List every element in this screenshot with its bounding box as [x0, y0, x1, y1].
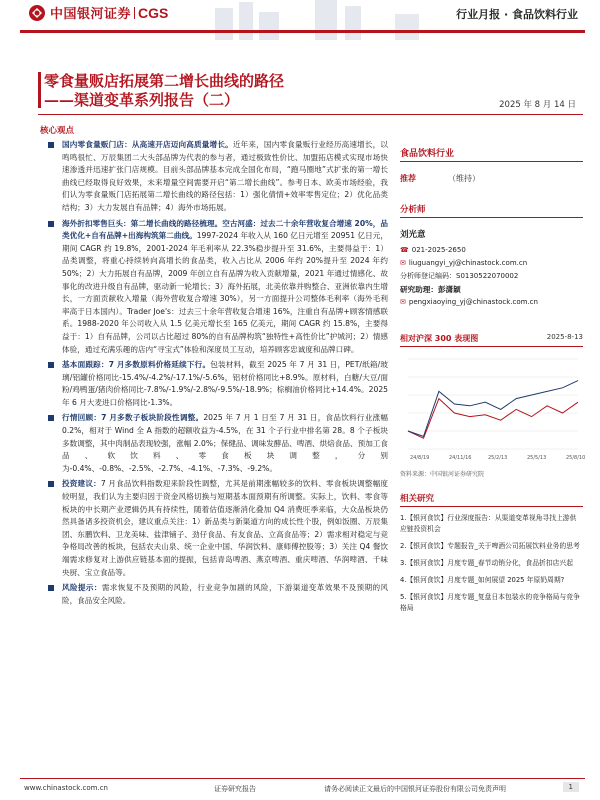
analyst-name: 刘光意 — [400, 230, 426, 240]
phone-number: 021-2025-2650 — [411, 246, 466, 254]
sidebar-rule — [400, 217, 583, 218]
related-item[interactable]: 2.【银河食饮】专题报告_关于啤酒公司拓展饮料业务的思考 — [400, 542, 580, 550]
page-header — [0, 0, 600, 40]
paragraph-body: 1997-2024 年收入从 160 亿日元增至 20951 亿日元，期间 CAGR 约 19.8%，2001-2024 年毛利率从 22.3%稳步提升至 31.6%，主要得益于：1）品类调整，将重心持续转向高增长的食品类，收入占比从 2006 年约 20%提升至 2024 年约 50%；2）大力拓展自有品牌，2009 年创立自有品牌为收入贡献增量，2021 年通过情感化、故事化的改进升级自有品牌，驱动新一轮增长；3）海外拓展，北美依靠并购整合、亚洲依靠内生增长，一方面贡献收入增量（海外营收复合增速 30%），另一方面提升公司整体毛利率（海外毛利率高于日本国内）。Trader Joe's：过去三十余年营收复合增速 16%，注重自有品牌+顾客情感联系。1988-2020 年公司收入从 1.5 亿美元增长至 165 亿美元，期间 CAGR 约 15.8%，主要得益于：1）自有品牌，公司以占比超过 80%的自有品牌构筑“独特性+高性价比”护城河；2）情感体验，通过充满乐趣的店内“寻宝式”体验和深度员工互动，培养顾客忠诚度和品牌口碑。 — [62, 231, 388, 354]
bullet-square-icon — [48, 481, 54, 487]
title-accent-bar — [38, 72, 41, 108]
chart-x-tick-label: 25/5/13 — [527, 455, 547, 461]
brand-mark-icon — [28, 4, 46, 22]
phone-line — [400, 244, 583, 257]
title-rule — [38, 114, 583, 115]
header-rule — [20, 30, 585, 33]
analyst-contact — [400, 244, 583, 309]
bullet-square-icon — [48, 415, 54, 421]
core-views-heading: 核心观点 — [40, 126, 75, 136]
paragraph-body: 包装材料，截至 2025 年 7 月 31 日，PET/纸箱/玻璃/铝罐价格同比-15.4%/-4.2%/-17.1%/-5.6%，铝材价格同比+8.9%。原材料，白糖/大豆/面粉/鸡鸭蛋/猪肉价格同比-7.8%/-1.9%/-2.8%/-9.5%/-18.9%；棕榈油价格同比+14.4%。2025 年 6 月大麦进口价格同比-1.3%。 — [62, 360, 388, 407]
paragraph-lead: 基本面跟踪：7 月多数原料价格延续下行。 — [62, 360, 211, 370]
chart-x-tick-label: 24/11/16 — [449, 455, 472, 461]
cert-line: 分析师登记编码：S0130522070002 — [400, 272, 519, 280]
bullet-square-icon — [48, 221, 54, 227]
related-item[interactable]: 5.【银河食饮】月度专题_复盘日本包装水的竞争格局与竞争格局 — [400, 593, 580, 612]
paragraph-overseas — [48, 218, 388, 357]
report-title — [44, 72, 284, 110]
paragraph-investment — [48, 478, 388, 579]
analyst-heading: 分析师 — [400, 205, 426, 215]
title-subtitle: ——渠道变革系列报告（二） — [44, 91, 240, 109]
chart-series-line — [408, 399, 578, 439]
brand-name-en: CGS — [138, 4, 169, 21]
chart-ticks — [410, 455, 585, 461]
chart-header — [400, 333, 583, 344]
paragraph-body: 7 月食品饮料指数迎来阶段性调整，尤其是前期涨幅较多的饮料、零食板块调整幅度较明显，我们认为主要归因于资金风格切换与短期基本面预期有所调整。实际上，饮料、零食等板块的中长期产业逻辑仍具有持续性，随着估值逐渐消化叠加 Q4 消费旺季来临，大众品板块仍然具备诸多投资机会，建议重点关注：1）新品类与新渠道方向的成长性个股，例如饭圈、万辰集团、东鹏饮料、卫龙美味、盐津铺子、劲仔食品、有友食品、立高食品等；2）需求相对稳定与竞争格局改善的板块，包括农夫山泉、统一企业中国、华润饮料、康师傅控股等；3）关注 Q4 餐饮端需求修复对上游供应链基本面的提振，包括青岛啤酒、燕京啤酒、重庆啤酒、华润啤酒、千味央厨、宝立食品等。 — [62, 479, 388, 577]
paragraph-body: 需求恢复不及预期的风险，行业竞争加剧的风险，下游渠道变革效果不及预期的风险，食品安全风险。 — [62, 583, 389, 605]
email-line — [400, 257, 583, 270]
assistant-email-line — [400, 296, 583, 309]
sidebar-rule — [400, 346, 583, 347]
title-main: 零食量贩店拓展第二增长曲线的路径 — [44, 72, 285, 90]
related-item[interactable]: 4.【银河食饮】月度专题_如何展望 2025 年原奶周期? — [400, 576, 565, 584]
rating — [400, 173, 583, 184]
brand-logo — [28, 3, 168, 22]
assistant-email[interactable]: pengxiaoying_yj@chinastock.com.cn — [408, 298, 538, 306]
paragraph-fundamentals — [48, 359, 388, 409]
paragraph-lead: 国内零食量贩门店：从高速开店迈向高质量增长。 — [62, 140, 233, 149]
footer-label: 证券研究报告 — [214, 785, 256, 793]
chart-date: 2025-8-13 — [546, 333, 583, 341]
mail-icon: ✉ — [400, 298, 406, 306]
relative-performance-chart — [400, 353, 586, 465]
chart-x-tick-label: 25/2/13 — [488, 455, 508, 461]
paragraph-body: 2025 年 7 月 1 日至 7 月 31 日，食品饮料行业涨幅 0.2%，相对于 Wind 全 A 指数的超额收益为-4.5%，在 31 个子行业中排名第 28。8 个子板块多数调整，其中肉制品表现较强，涨幅 2.0%；保健品、调味发酵品、啤酒、烘焙食品、预加工食品、软饮料、零食板块调整，分别为-0.4%、-0.8%、-2.5%、-2.7%、-4.1%、-7.3%、-9.2%。 — [62, 413, 388, 473]
brand-name-cn: 中国银河证券 — [50, 7, 132, 22]
main-content — [48, 139, 388, 610]
footer-rule — [20, 778, 585, 779]
paragraph-store-growth — [48, 139, 388, 215]
header-watermark — [195, 0, 455, 40]
rating-value: （维持） — [448, 174, 480, 183]
related-research-list — [400, 513, 583, 614]
chart-grid — [408, 359, 578, 449]
paragraph-lead: 风险提示： — [62, 583, 102, 593]
related-item[interactable]: 3.【银河食饮】月度专题_春节动销分化，食品折扣店兴起 — [400, 559, 574, 567]
analyst-email[interactable]: liuguangyi_yj@chinastock.com.cn — [408, 259, 528, 267]
sidebar — [400, 136, 586, 620]
footer-disclaimer: 请务必阅读正文最后的中国银河证券股份有限公司免责声明 — [324, 785, 506, 793]
paragraph-market-review — [48, 412, 388, 475]
chart-x-tick-label: 24/8/19 — [410, 455, 430, 461]
chart-lines — [408, 381, 578, 439]
chart-source: 资料来源：中国银河证券研究院 — [400, 471, 485, 478]
paragraph-risk — [48, 582, 388, 607]
paragraph-lead: 投资建议： — [62, 479, 101, 489]
footer-website[interactable]: www.chinastock.com.cn — [24, 784, 108, 792]
phone-icon: ☎ — [400, 246, 409, 254]
related-research-heading: 相关研究 — [400, 494, 435, 504]
report-type-tag: 行业月报 · 食品饮料行业 — [456, 8, 578, 21]
chart-title: 相对沪深 300 表现图 — [400, 334, 479, 343]
brand-divider — [134, 7, 135, 19]
industry-name: 食品饮料行业 — [400, 149, 455, 159]
paragraph-body: 近年来，国内零食量贩行业经历高速增长，以鸣鸣很忙、万辰集团二大头部品牌为代表的参与者，通过极致性价比、加盟拓店模式实现市场快速渗透并迅速扩张门店规模。目前头部品牌基本完成全国化布局，“跑马圈地”式扩张的第一增长曲线已经取得良好效果，未来增量空间需要开启“第二增长曲线”。参考日本、欧美市场经验，我们认为零食量贩门店拓展第二增长曲线的路径包括：1）强化倩情+效率零售定位；2）优化品类结构；3）大力发展自有品牌；4）海外市场拓展。 — [62, 140, 389, 212]
report-date: 2025 年 8 月 14 日 — [499, 100, 576, 110]
assistant-line: 研究助理：彭潇颖 — [400, 285, 461, 294]
bullet-square-icon — [48, 142, 54, 148]
related-item[interactable]: 1.【银河食饮】行业深度报告：从渠道变革视角寻找上游供应链投资机会 — [400, 514, 577, 533]
chart-x-tick-label: 25/8/10 — [566, 455, 586, 461]
bullet-square-icon — [48, 585, 54, 591]
page-number: 1 — [563, 782, 579, 792]
sidebar-rule — [400, 161, 583, 162]
paragraph-lead: 海外折扣零售巨头：第二增长曲线的路径梳理。空古河盛：过去二十余年营收复合增速 20%，品类优化+自有品牌+出海构筑第二曲线。 — [62, 218, 388, 241]
mail-icon: ✉ — [400, 259, 406, 267]
rating-label: 推荐 — [400, 174, 416, 183]
paragraph-lead: 行情回顾：7 月多数子板块阶段性调整。 — [62, 413, 204, 423]
bullet-square-icon — [48, 362, 54, 368]
sidebar-rule — [400, 506, 583, 507]
